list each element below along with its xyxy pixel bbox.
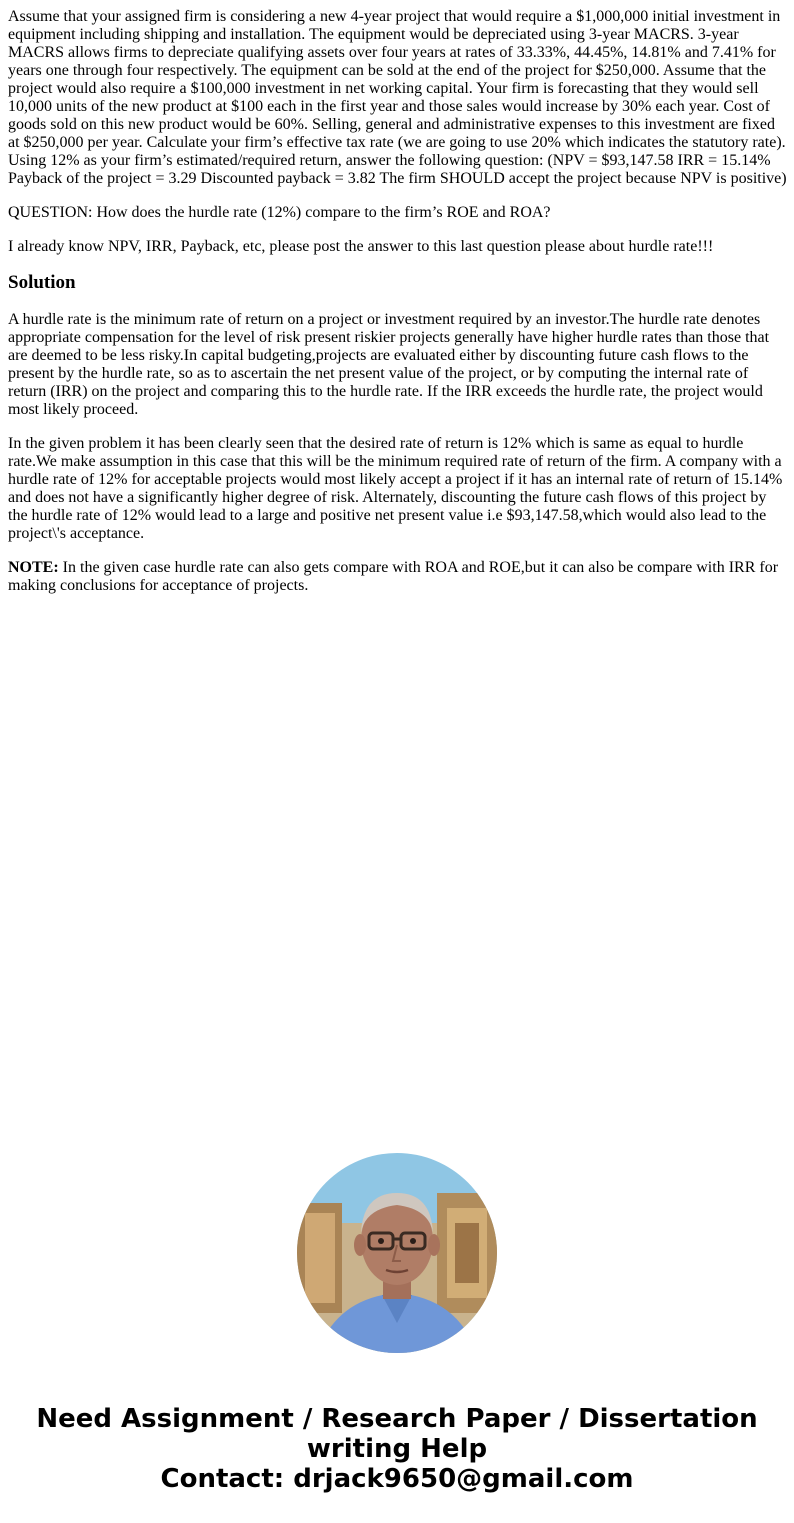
promo-contact: Contact: drjack9650@gmail.com <box>160 1464 634 1494</box>
question-prompt: QUESTION: How does the hurdle rate (12%) compare to the firm’s ROE and ROA? <box>8 204 551 221</box>
author-portrait-icon <box>297 1153 497 1353</box>
solution-note <box>8 559 788 595</box>
author-avatar <box>297 1153 497 1353</box>
question-request: I already know NPV, IRR, Payback, etc, please post the answer to this last question please about hurdle rate!!! <box>8 238 714 255</box>
promo-line: writing Help <box>306 1434 488 1464</box>
note-label: NOTE: <box>8 559 59 576</box>
solution-heading: Solution <box>8 272 76 293</box>
note-text: In the given case hurdle rate can also gets compare with ROA and ROE,but it can also be compare with IRR for making conclusions for acceptance of projects. <box>8 559 779 594</box>
solution-paragraph: A hurdle rate is the minimum rate of return on a project or investment required by an investor.The hurdle rate denotes appropriate compensation for the level of risk present riskier projects generally have higher hurdle rates than those that are deemed to be less risky.In capital budgeting,projects are evaluated either by discounting future cash flows to the present by the hurdle rate, so as to ascertain the net present value of the project, or by computing the internal rate of return (IRR) on the project and comparing this to the hurdle rate. If the IRR exceeds the hurdle rate, the project would most likely proceed. <box>8 311 770 418</box>
question-text: Assume that your assigned firm is considering a new 4-year project that would require a $1,000,000 initial investment in equipment including shipping and installation. The equipment would be depreciated using 3-year MACRS. 3-year MACRS allows firms to depreciate qualifying assets over four years at rates of 33.33%, 44.45%, 14.81% and 7.41% for years one through four respectively. The equipment can be sold at the end of the project for $250,000. Assume that the project would also require a $100,000 investment in net working capital. Your firm is forecasting that they would sell 10,000 units of the new product at $100 each in the first year and those sales would increase by 30% each year. Cost of goods sold on this new product would be 60%. Selling, general and administrative expenses to this investment are fixed at $250,000 per year. Calculate your firm’s effective tax rate (we are going to use 20% which indicates the statutory rate). Using 12% as your firm’s estimated/required return, answer the following question: (NPV = $93,147.58 IRR = 15.14% Payback of the project = 3.29 Discounted payback = 3.82 The firm SHOULD accept the project because NPV is positive) <box>8 8 787 187</box>
promo-banner <box>0 1404 794 1494</box>
solution-paragraph: In the given problem it has been clearly seen that the desired rate of return is 12% which is same as equal to hurdle rate.We make assumption in this case that this will be the minimum required rate of return of the firm. A company with a hurdle rate of 12% for acceptable projects would most likely accept a project if it has an internal rate of return of 15.14% and does not have a significantly higher degree of risk. Alternately, discounting the future cash flows of this project by the hurdle rate of 12% would lead to a large and positive net present value i.e $93,147.58,which would also lead to the project\'s acceptance. <box>8 435 783 542</box>
document-body <box>8 8 788 611</box>
promo-line: Need Assignment / Research Paper / Dissertation <box>36 1404 758 1434</box>
